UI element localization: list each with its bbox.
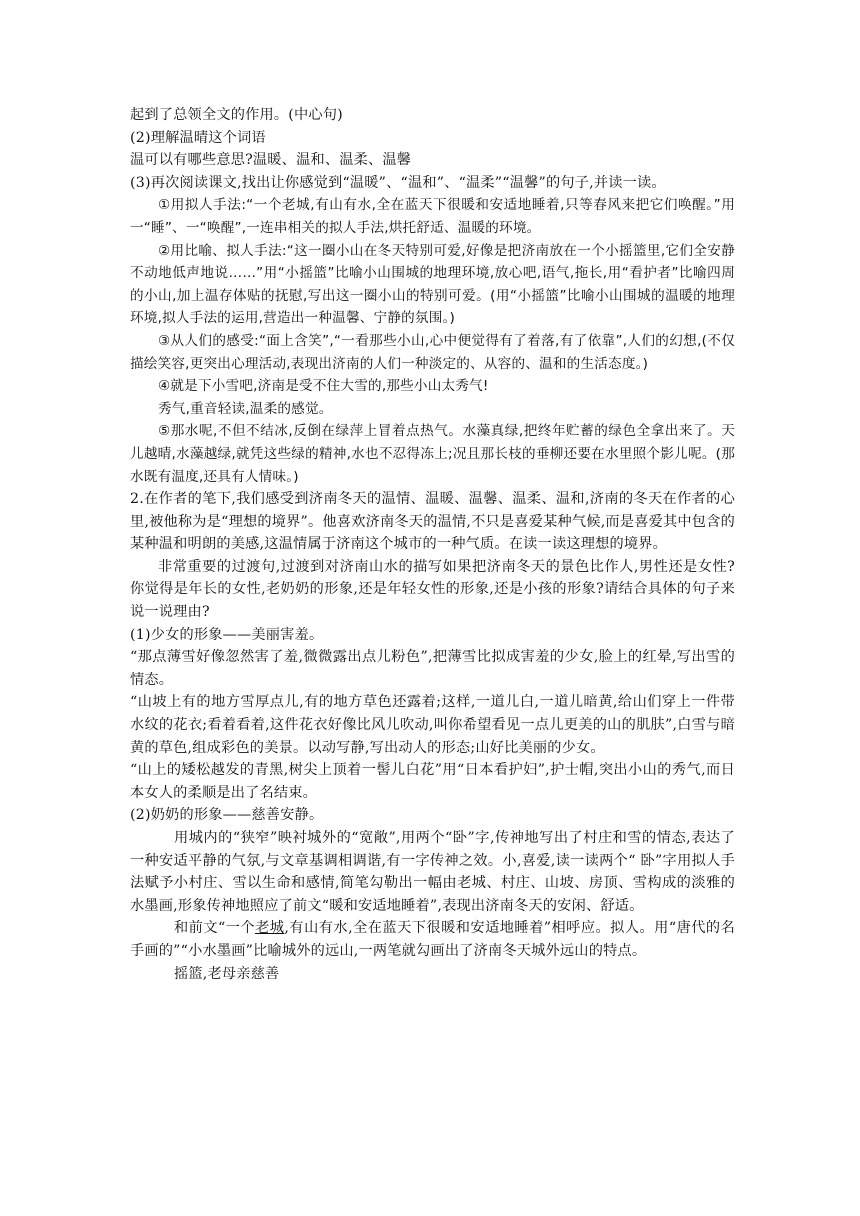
heading-reread-text: (3)再次阅读课文,找出让你感觉到“温暖”、“温和”、“温柔”“温馨”的句子,并读一读。 xyxy=(130,174,666,191)
paragraph-central-sentence: 起到了总领全文的作用。(中心句) xyxy=(130,107,343,123)
heading-girl-image: (1)少女的形象——美丽害羞。 xyxy=(130,626,324,643)
echo-text-end: ,有山有水,全在蓝天下很暖和安适地睡着”相呼应。拟人。用“唐代的名手画的”“小水墨画”比喻城外的远山,一两笔就勾画出了济南冬天城外远山的特点。 xyxy=(130,920,735,959)
section-2-ideal-realm: 2.在作者的笔下,我们感受到济南冬天的温情、温暖、温馨、温柔、温和,济南的冬天在作者的心里,被他称为是“理想的境界”。他喜欢济南冬天的温情,不只是喜爱某种气候,而是喜爱其中包含的某种温和明朗的美感,这温情属于济南这个城市的一种气质。在读一读这理想的境界。 xyxy=(130,491,735,553)
paragraph-hillside-snow: “山坡上有的地方雪厚点儿,有的地方草色还露着;这样,一道儿白,一道儿暗黄,给山们穿上一件带水纹的花衣;看着看着,这件花衣好像比风儿吹动,叫你希望看见一点儿更美的山的肌肤”,白雪与暗黄的草色,组成彩色的美景。以动写静,写出动人的形态;山好比美丽的少女。 xyxy=(130,694,735,756)
document-page xyxy=(130,104,735,985)
paragraph-old-city-echo xyxy=(130,917,735,962)
point-water: ⑤那水呢,不但不结冰,反倒在绿萍上冒着点热气。水藻真绿,把终年贮蓄的绿色全拿出来了。天儿越晴,水藻越绿,就凭这些绿的精神,水也不忍得冻上;况且那长枝的垂柳还要在水里照个影儿呢。(那水既有温度,还具有人情味。) xyxy=(130,423,735,485)
point-personification: ①用拟人手法:“一个老城,有山有水,全在蓝天下很暖和安适地睡着,只等春风来把它们唤醒。”用一“睡”、一“唤醒”,一连串相关的拟人手法,烘托舒适、温暖的环境。 xyxy=(130,197,735,236)
paragraph-cradle-mother: 摇篮,老母亲慈善 xyxy=(174,965,280,982)
echo-text-start: 和前文“一个 xyxy=(174,920,256,937)
underlined-old-city: 老城 xyxy=(255,920,285,937)
note-xiuqi: 秀气,重音轻读,温柔的感觉。 xyxy=(158,400,333,417)
point-metaphor-cradle: ②用比喻、拟人手法:“这一圈小山在冬天特别可爱,好像是把济南放在一个小摇篮里,它们全安静不动地低声地说……”用“小摇篮”比喻小山围城的地理环境,放心吧,语气,拖长,用“看护者”比喻四周的小山,加上温存体贴的抚慰,写出这一圈小山的特别可爱。(用“小摇篮”比喻小山围城的温暖的地理环境,拟人手法的运用,营造出一种温馨、宁静的氛围。) xyxy=(130,242,735,327)
paragraph-transition-question: 非常重要的过渡句,过渡到对济南山水的描写如果把济南冬天的景色比作人,男性还是女性?你觉得是年长的女性,老奶奶的形象,还是年轻女性的形象,还是小孩的形象?请结合具体的句子来说一说理由? xyxy=(130,558,735,621)
paragraph-thin-snow: “那点薄雪好像忽然害了羞,微微露出点儿粉色”,把薄雪比拟成害羞的少女,脸上的红晕,写出雪的情态。 xyxy=(130,649,735,688)
point-people-feelings: ③从人们的感受:“面上含笑”,“一看那些小山,心中便觉得有了着落,有了依靠”,人们的幻想,(不仅描绘笑容,更突出心理活动,表现出济南的人们一种淡定的、从容的、温和的生活态度。) xyxy=(130,332,735,372)
paragraph-wen-meanings: 温可以有哪些意思?温暖、温和、温柔、温馨 xyxy=(130,152,412,169)
heading-understand-wenqing: (2)理解温晴这个词语 xyxy=(130,129,266,146)
paragraph-dwarf-pines: “山上的矮松越发的青黑,树尖上顶着一髻儿白花”用“日本看护妇”,护士帽,突出小山的秀气,而日本女人的柔顺是出了名结束。 xyxy=(130,762,735,801)
heading-grandma-image: (2)奶奶的形象——慈善安静。 xyxy=(130,807,324,824)
paragraph-narrow-wide: 用城内的“狭窄”映衬城外的“宽敞”,用两个“卧”字,传神地写出了村庄和雪的情态,表达了一种安适平静的气氛,与文章基调相调谐,有一字传神之效。小,喜爱,读一读两个“ 卧”字用拟人手法赋予小村庄、雪以生命和感情,简笔勾勒出一幅由老城、村庄、山坡、房顶、雪构成的淡雅的水墨画,形象传神地照应了前文“暖和安适地睡着”,表现出济南冬天的安闲、舒适。 xyxy=(130,830,735,914)
point-light-snow: ④就是下小雪吧,济南是受不住大雪的,那些小山太秀气! xyxy=(158,378,489,395)
